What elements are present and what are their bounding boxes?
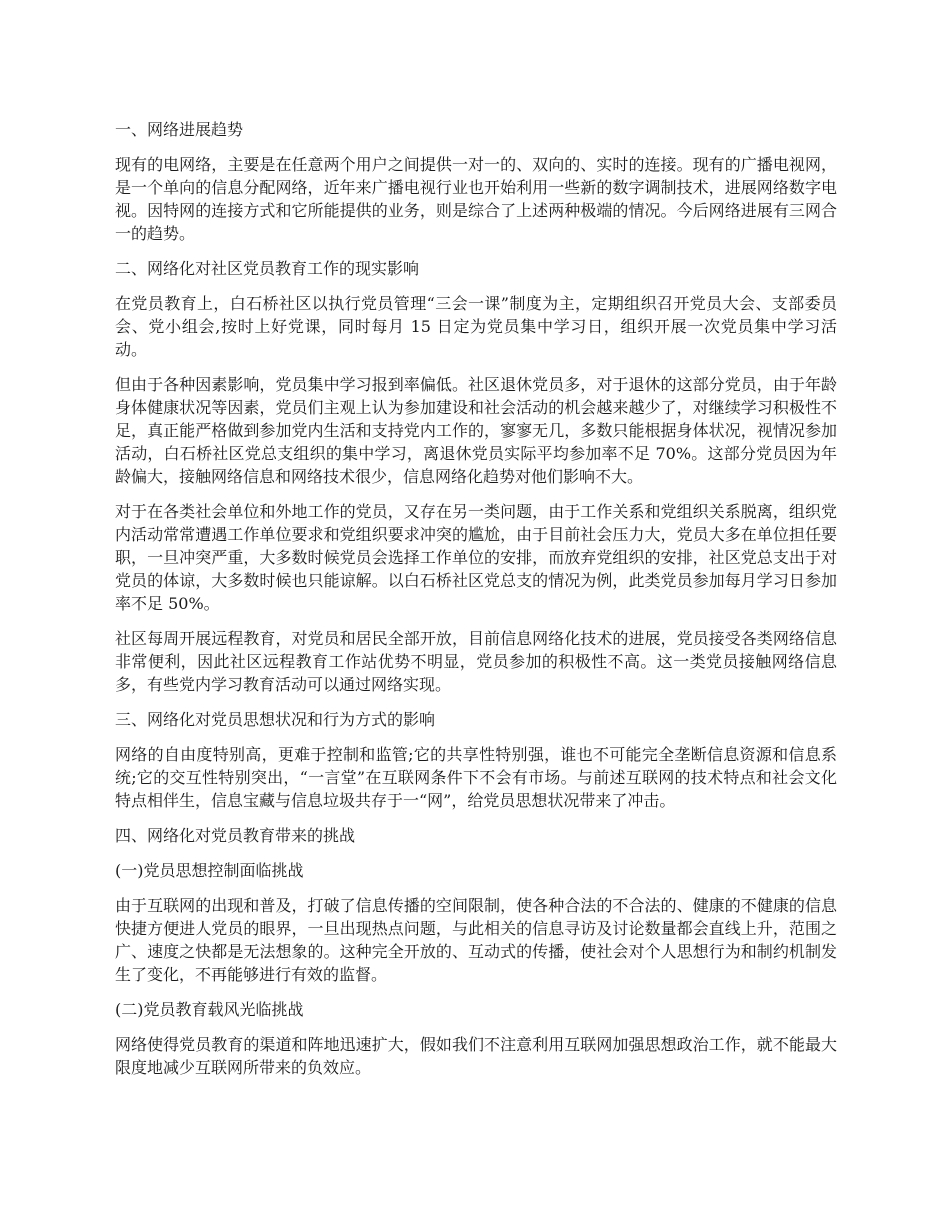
paragraph: 由于互联网的出现和普及，打破了信息传播的空间限制，使各种合法的不合法的、健康的不健康的信息快捷方便进人党员的眼界，一旦出现热点问题，与此相关的信息寻访及讨论数量都会直线上升，范围之广、速度之快都是无法想象的。这种完全开放的、互动式的传播，使社会对个人思想行为和制约机制发生了变化，不再能够进行有效的监督。 — [115, 896, 837, 984]
section-heading-1: 一、网络进展趋势 — [115, 120, 244, 139]
section-heading-4: 四、网络化对党员教育带来的挑战 — [115, 826, 356, 845]
section-heading-2: 二、网络化对社区党员教育工作的现实影响 — [115, 259, 420, 278]
section-heading-3: 三、网络化对党员思想状况和行为方式的影响 — [115, 710, 436, 729]
subsection-heading-1: (一)党员思想控制面临挑战 — [115, 861, 304, 880]
paragraph: 但由于各种因素影响，党员集中学习报到率偏低。社区退休党员多，对于退休的这部分党员，由于年龄身体健康状况等因素，党员们主观上认为参加建设和社会活动的机会越来越少了，对继续学习积极性不足，真正能严格做到参加党内生活和支持党内工作的，寥寥无几，多数只能根据身体状况，视情况参加活动，白石桥社区党总支组织的集中学习，离退休党员实际平均参加率不足 70%。这部分党员因为年龄偏大，接触网络信息和网络技术很少，信息网络化趋势对他们影响不大。 — [115, 375, 837, 486]
document-body — [115, 118, 837, 1091]
paragraph: 对于在各类社会单位和外地工作的党员，又存在另一类问题，由于工作关系和党组织关系脱离，组织党内活动常常遭遇工作单位要求和党组织要求冲突的尴尬，由于目前社会压力大，党员大多在单位担任要职，一旦冲突严重，大多数时候党员会选择工作单位的安排，而放弃党组织的安排，社区党总支出于对党员的体谅，大多数时候也只能谅解。以白石桥社区党总支的情况为例，此类党员参加每月学习日参加率不足 50%。 — [115, 502, 837, 613]
paragraph: 网络的自由度特别高，更难于控制和监管;它的共享性特别强，谁也不可能完全垄断信息资源和信息系统;它的交互性特别突出，“一言堂”在互联网条件下不会有市场。与前述互联网的技术特点和社会文化特点相伴生，信息宝藏与信息垃圾共存于一“网”，给党员思想状况带来了冲击。 — [115, 745, 837, 810]
paragraph: 现有的电网络，主要是在任意两个用户之间提供一对一的、双向的、实时的连接。现有的广播电视网，是一个单向的信息分配网络，近年来广播电视行业也开始利用一些新的数字调制技术，进展网络数字电视。因特网的连接方式和它所能提供的业务，则是综合了上述两种极端的情况。今后网络进展有三网合一的趋势。 — [115, 155, 837, 243]
paragraph: 在党员教育上，白石桥社区以执行党员管理“三会一课”制度为主，定期组织召开党员大会、支部委员会、党小组会,按时上好党课，同时每月 15 日定为党员集中学习日，组织开展一次党员集中学习活动。 — [115, 294, 837, 359]
paragraph: 网络使得党员教育的渠道和阵地迅速扩大，假如我们不注意利用互联网加强思想政治工作，就不能最大限度地减少互联网所带来的负效应。 — [115, 1035, 837, 1077]
paragraph: 社区每周开展远程教育，对党员和居民全部开放，目前信息网络化技术的进展，党员接受各类网络信息非常便利，因此社区远程教育工作站优势不明显，党员参加的积极性不高。这一类党员接触网络信息多，有些党内学习教育活动可以通过网络实现。 — [115, 629, 837, 694]
subsection-heading-2: (二)党员教育载风光临挑战 — [115, 1000, 304, 1019]
